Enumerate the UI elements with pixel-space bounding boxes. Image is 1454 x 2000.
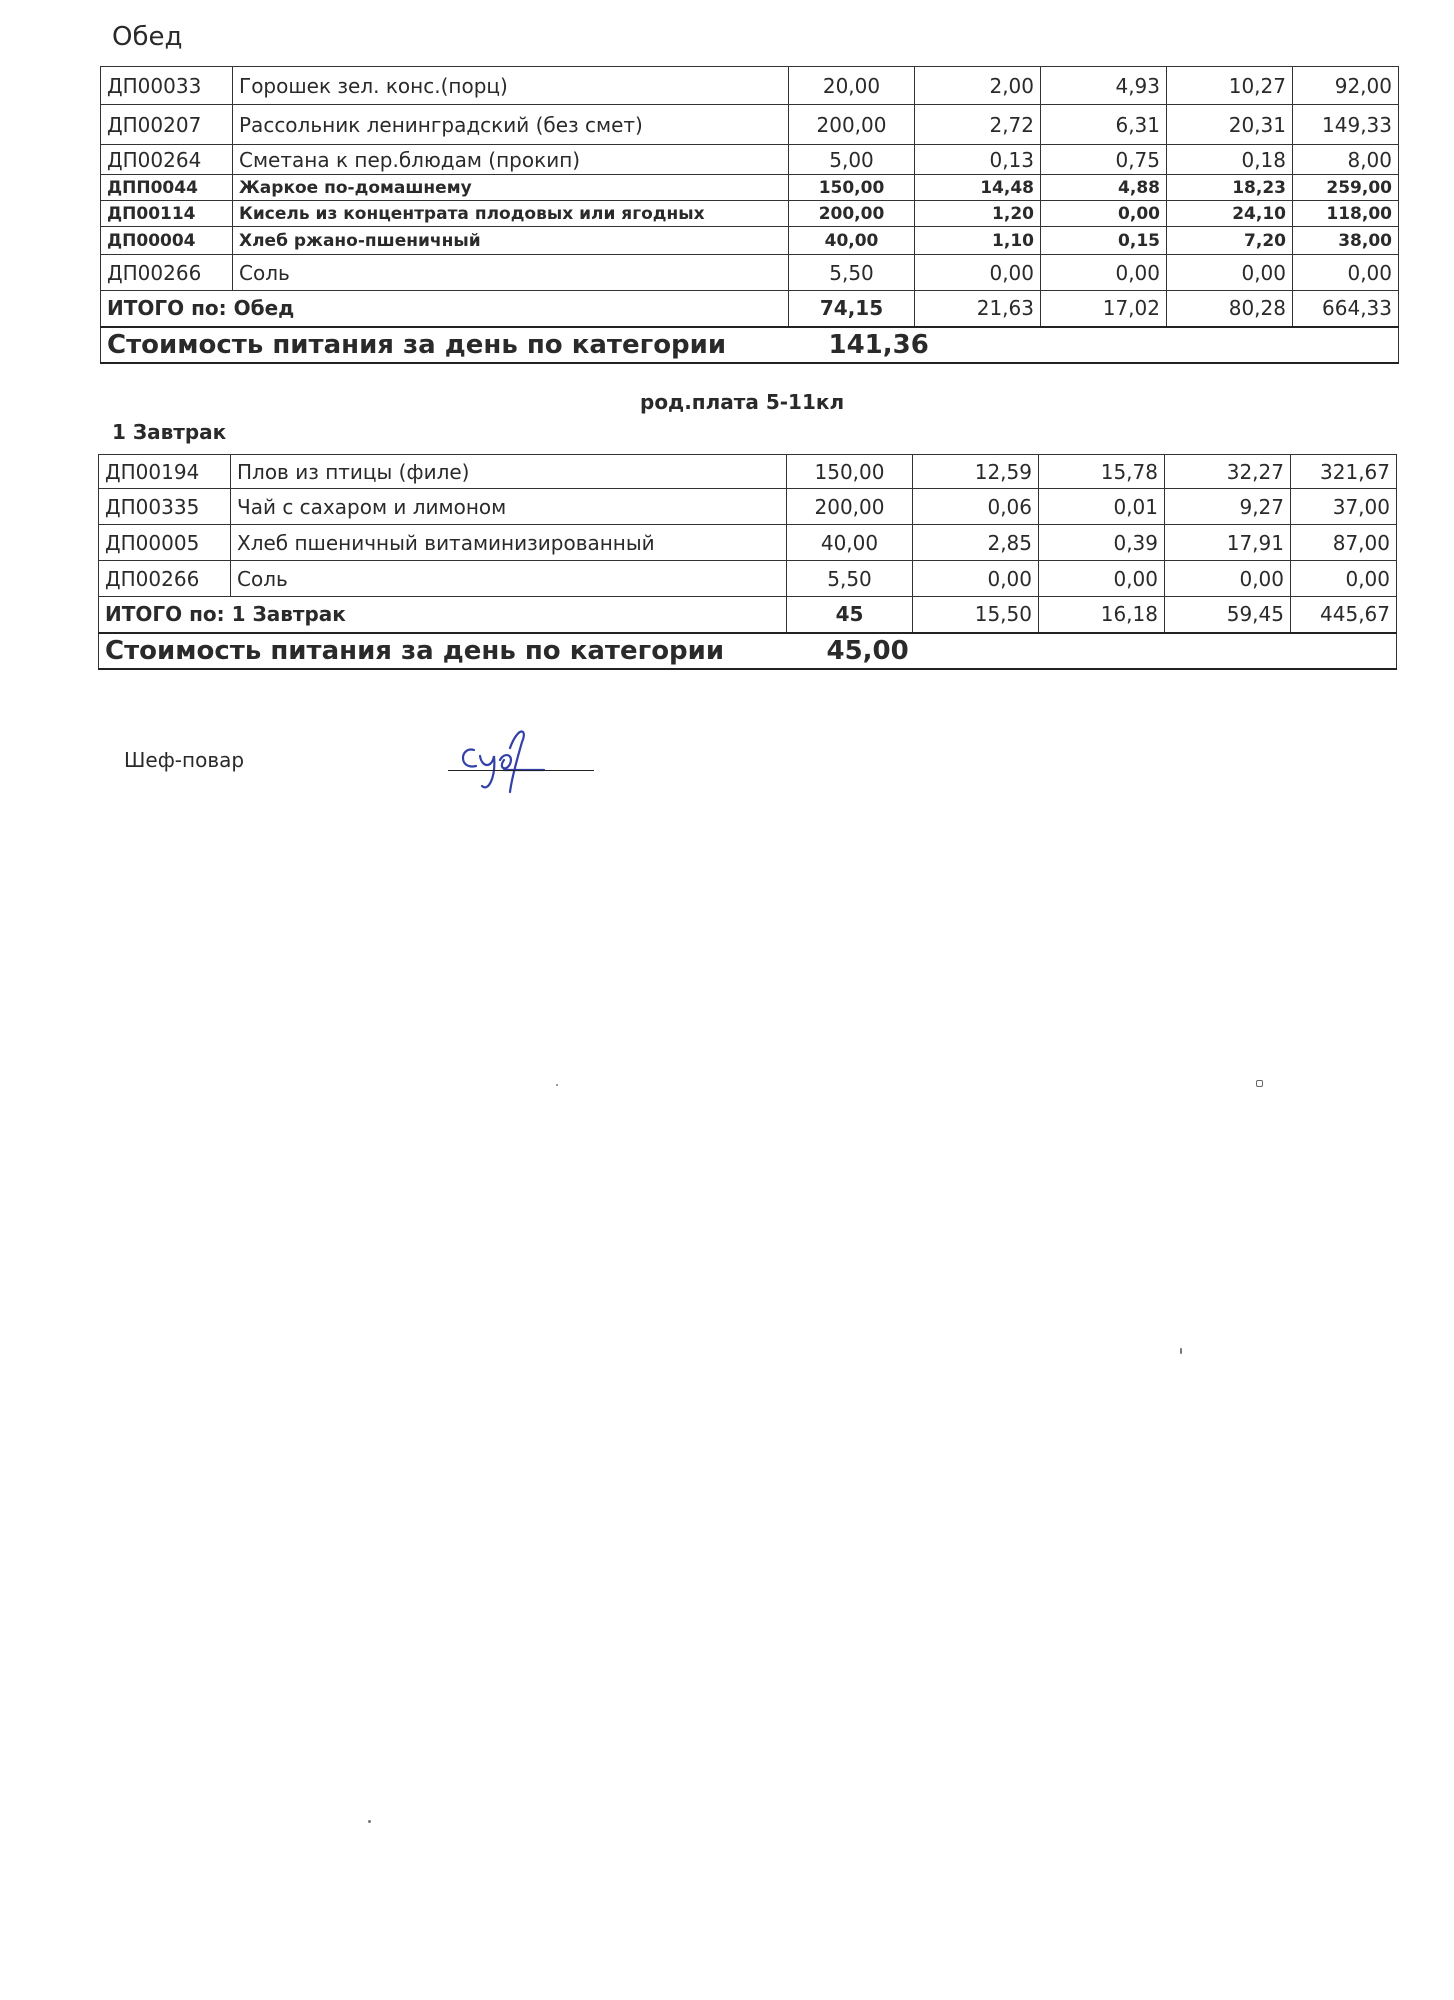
item-kcal: 87,00	[1291, 525, 1397, 561]
item-code: ДПП0044	[101, 175, 233, 201]
item-proteins: 12,59	[913, 455, 1039, 489]
total-price: 45	[787, 597, 913, 633]
item-kcal: 118,00	[1293, 201, 1399, 227]
item-kcal: 8,00	[1293, 145, 1399, 175]
item-proteins: 1,20	[915, 201, 1041, 227]
obed-table	[100, 66, 1399, 364]
item-carbs: 17,91	[1165, 525, 1291, 561]
item-weight: 5,50	[787, 561, 913, 597]
item-fats: 0,00	[1041, 255, 1167, 291]
table-row	[101, 201, 1399, 227]
item-code: ДП00264	[101, 145, 233, 175]
item-carbs: 18,23	[1167, 175, 1293, 201]
item-kcal: 0,00	[1293, 255, 1399, 291]
cost-row	[101, 327, 1399, 363]
item-weight: 150,00	[787, 455, 913, 489]
cost-label: Стоимость питания за день по категории	[101, 327, 789, 363]
item-fats: 0,75	[1041, 145, 1167, 175]
total-fats: 16,18	[1039, 597, 1165, 633]
total-price: 74,15	[789, 291, 915, 327]
table-row	[101, 105, 1399, 145]
item-code: ДП00114	[101, 201, 233, 227]
item-weight: 20,00	[789, 67, 915, 105]
scan-speck	[368, 1820, 371, 1823]
item-carbs: 24,10	[1167, 201, 1293, 227]
section-title-zavtrak: 1 Завтрак	[112, 420, 227, 444]
item-weight: 5,50	[789, 255, 915, 291]
item-carbs: 0,00	[1165, 561, 1291, 597]
item-kcal: 92,00	[1293, 67, 1399, 105]
item-fats: 4,93	[1041, 67, 1167, 105]
item-proteins: 2,72	[915, 105, 1041, 145]
item-fats: 0,01	[1039, 489, 1165, 525]
item-kcal: 149,33	[1293, 105, 1399, 145]
item-carbs: 0,18	[1167, 145, 1293, 175]
item-code: ДП00033	[101, 67, 233, 105]
item-kcal: 37,00	[1291, 489, 1397, 525]
total-row	[99, 597, 1397, 633]
item-name: Хлеб пшеничный витаминизированный	[231, 525, 787, 561]
table-row	[99, 489, 1397, 525]
item-code: ДП00207	[101, 105, 233, 145]
item-proteins: 0,13	[915, 145, 1041, 175]
total-kcal: 664,33	[1293, 291, 1399, 327]
item-code: ДП00266	[101, 255, 233, 291]
item-carbs: 20,31	[1167, 105, 1293, 145]
item-name: Плов из птицы (филе)	[231, 455, 787, 489]
item-carbs: 9,27	[1165, 489, 1291, 525]
cost-value: 45,00	[787, 633, 1397, 669]
total-proteins: 21,63	[915, 291, 1041, 327]
item-name: Горошек зел. конс.(порц)	[233, 67, 789, 105]
table-row	[101, 255, 1399, 291]
signature-mark	[452, 712, 562, 802]
scan-speck	[1256, 1080, 1263, 1087]
item-proteins: 2,85	[913, 525, 1039, 561]
total-proteins: 15,50	[913, 597, 1039, 633]
item-carbs: 32,27	[1165, 455, 1291, 489]
total-kcal: 445,67	[1291, 597, 1397, 633]
item-weight: 200,00	[789, 105, 915, 145]
scan-speck	[556, 1084, 558, 1086]
cost-value: 141,36	[789, 327, 1399, 363]
section-title-obed: Обед	[112, 22, 183, 52]
item-name: Кисель из концентрата плодовых или ягодных	[233, 201, 789, 227]
category-subtitle: род.плата 5-11кл	[640, 390, 845, 414]
item-fats: 15,78	[1039, 455, 1165, 489]
item-name: Сметана к пер.блюдам (прокип)	[233, 145, 789, 175]
item-name: Соль	[233, 255, 789, 291]
item-name: Хлеб ржано-пшеничный	[233, 227, 789, 255]
item-weight: 200,00	[787, 489, 913, 525]
item-fats: 0,39	[1039, 525, 1165, 561]
item-proteins: 1,10	[915, 227, 1041, 255]
item-code: ДП00004	[101, 227, 233, 255]
item-weight: 40,00	[789, 227, 915, 255]
item-carbs: 10,27	[1167, 67, 1293, 105]
item-code: ДП00194	[99, 455, 231, 489]
item-kcal: 38,00	[1293, 227, 1399, 255]
item-fats: 0,00	[1039, 561, 1165, 597]
cost-row	[99, 633, 1397, 669]
signature-label: Шеф-повар	[124, 748, 245, 772]
total-row	[101, 291, 1399, 327]
item-code: ДП00266	[99, 561, 231, 597]
item-code: ДП00335	[99, 489, 231, 525]
item-proteins: 0,06	[913, 489, 1039, 525]
item-proteins: 14,48	[915, 175, 1041, 201]
item-fats: 0,15	[1041, 227, 1167, 255]
item-proteins: 0,00	[913, 561, 1039, 597]
table-row	[99, 525, 1397, 561]
total-fats: 17,02	[1041, 291, 1167, 327]
item-proteins: 2,00	[915, 67, 1041, 105]
total-label: ИТОГО по: 1 Завтрак	[99, 597, 787, 633]
total-carbs: 59,45	[1165, 597, 1291, 633]
item-kcal: 321,67	[1291, 455, 1397, 489]
scan-speck	[1180, 1348, 1182, 1354]
item-kcal: 259,00	[1293, 175, 1399, 201]
table-row	[101, 67, 1399, 105]
item-name: Жаркое по-домашнему	[233, 175, 789, 201]
item-name: Соль	[231, 561, 787, 597]
item-proteins: 0,00	[915, 255, 1041, 291]
table-row	[101, 145, 1399, 175]
item-weight: 5,00	[789, 145, 915, 175]
table-row	[99, 561, 1397, 597]
signature-line	[448, 770, 594, 771]
item-carbs: 0,00	[1167, 255, 1293, 291]
table-row	[101, 227, 1399, 255]
item-fats: 4,88	[1041, 175, 1167, 201]
item-weight: 200,00	[789, 201, 915, 227]
item-weight: 40,00	[787, 525, 913, 561]
item-weight: 150,00	[789, 175, 915, 201]
item-code: ДП00005	[99, 525, 231, 561]
item-fats: 6,31	[1041, 105, 1167, 145]
total-carbs: 80,28	[1167, 291, 1293, 327]
cost-label: Стоимость питания за день по категории	[99, 633, 787, 669]
item-name: Рассольник ленинградский (без смет)	[233, 105, 789, 145]
item-name: Чай с сахаром и лимоном	[231, 489, 787, 525]
item-kcal: 0,00	[1291, 561, 1397, 597]
item-fats: 0,00	[1041, 201, 1167, 227]
zavtrak-table	[98, 454, 1397, 670]
table-row	[99, 455, 1397, 489]
table-row	[101, 175, 1399, 201]
item-carbs: 7,20	[1167, 227, 1293, 255]
total-label: ИТОГО по: Обед	[101, 291, 789, 327]
